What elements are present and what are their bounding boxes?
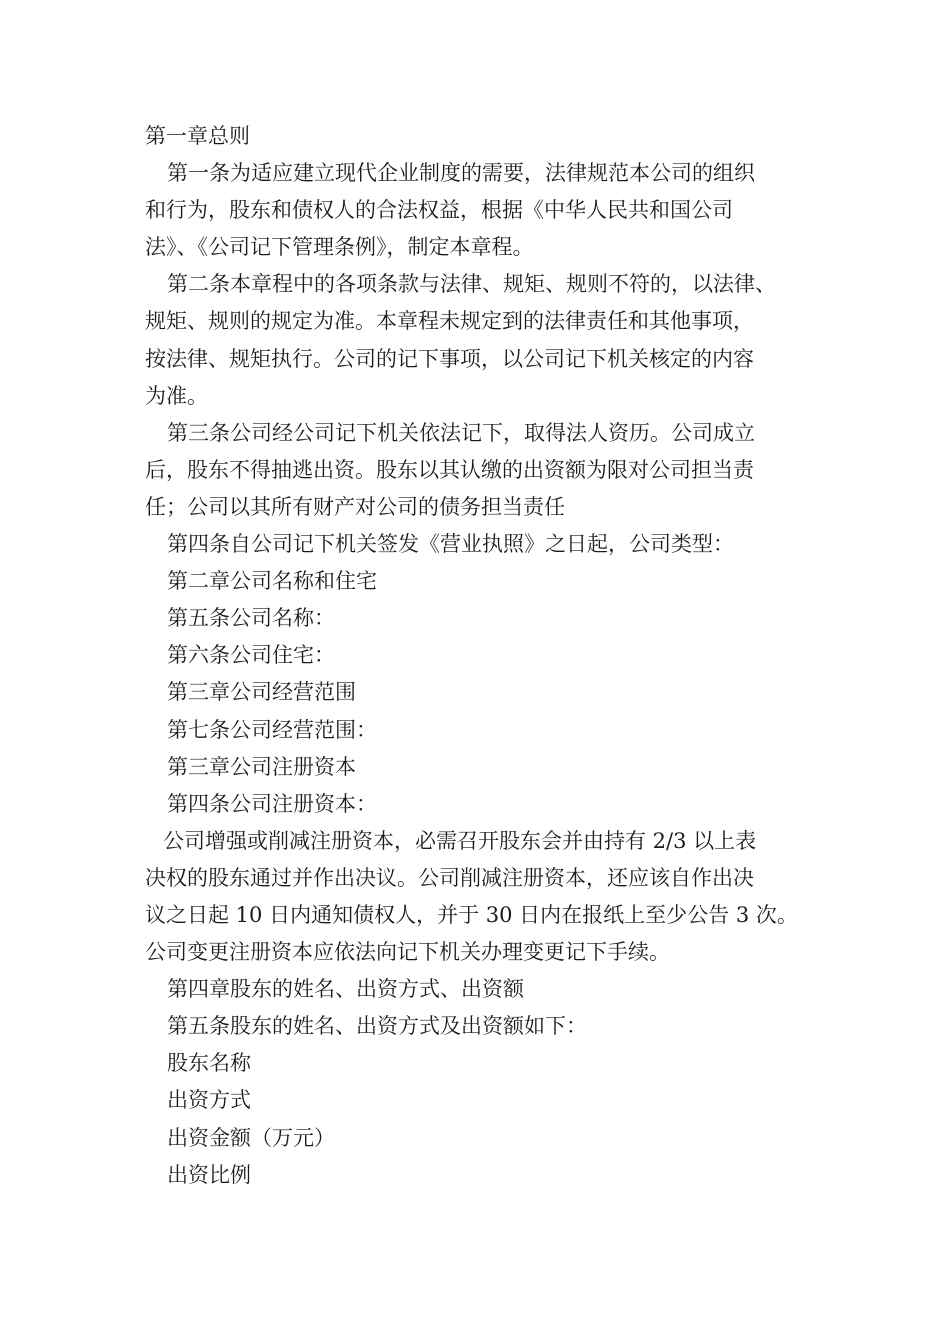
article-2-line-2: 规矩、规则的规定为准。本章程未规定到的法律责任和其他事项，	[145, 309, 754, 334]
capital-para-line-2: 决权的股东通过并作出决议。公司削减注册资本，还应该自作出决	[145, 865, 754, 890]
chapter-1-heading: 第一章总则	[145, 124, 250, 148]
article-4b-line: 第四条公司注册资本：	[167, 791, 377, 816]
article-2-line-1: 第二条本章程中的各项条款与法律、规矩、规则不符的，以法律、	[167, 272, 776, 297]
field-contribution-method: 出资方式	[167, 1088, 251, 1113]
document-page	[145, 118, 825, 1194]
article-5b-line: 第五条股东的姓名、出资方式及出资额如下：	[167, 1014, 587, 1039]
capital-para-line-4: 公司变更注册资本应依法向记下机关办理变更记下手续。	[145, 940, 670, 965]
article-5-line: 第五条公司名称：	[167, 606, 335, 631]
article-2-line-3: 按法律、规矩执行。公司的记下事项，以公司记下机关核定的内容	[145, 346, 754, 371]
field-shareholder-name: 股东名称	[167, 1051, 251, 1076]
article-4-line: 第四条自公司记下机关签发《营业执照》之日起，公司类型：	[167, 532, 734, 557]
chapter-3-heading: 第三章公司经营范围	[167, 680, 356, 705]
field-contribution-amount: 出资金额（万元）	[167, 1125, 335, 1150]
capital-para-line-1: 公司增强或削减注册资本，必需召开股东会并由持有 2/3 以上表	[163, 828, 757, 853]
article-7-line: 第七条公司经营范围：	[167, 717, 377, 742]
article-1-line-3: 法》、《公司记下管理条例》，制定本章程。	[145, 235, 534, 260]
chapter-4-heading: 第四章股东的姓名、出资方式、出资额	[167, 977, 524, 1002]
article-1-line-2: 和行为，股东和债权人的合法权益，根据《中华人民共和国公司	[145, 198, 733, 223]
chapter-2-heading: 第二章公司名称和住宅	[167, 569, 377, 594]
article-3-line-1: 第三条公司经公司记下机关依法记下，取得法人资历。公司成立	[167, 420, 755, 445]
chapter-3b-heading: 第三章公司注册资本	[167, 754, 356, 779]
article-3-line-2: 后，股东不得抽逃出资。股东以其认缴的出资额为限对公司担当责	[145, 457, 754, 482]
capital-para-line-3: 议之日起 10 日内通知债权人，并于 30 日内在报纸上至少公告 3 次。	[145, 902, 798, 927]
article-1-line-1: 第一条为适应建立现代企业制度的需要，法律规范本公司的组织	[167, 161, 755, 186]
field-contribution-ratio: 出资比例	[167, 1162, 251, 1187]
article-6-line: 第六条公司住宅：	[167, 643, 335, 668]
article-2-line-4: 为准。	[145, 383, 208, 408]
article-3-line-3: 任；公司以其所有财产对公司的债务担当责任	[145, 494, 565, 519]
